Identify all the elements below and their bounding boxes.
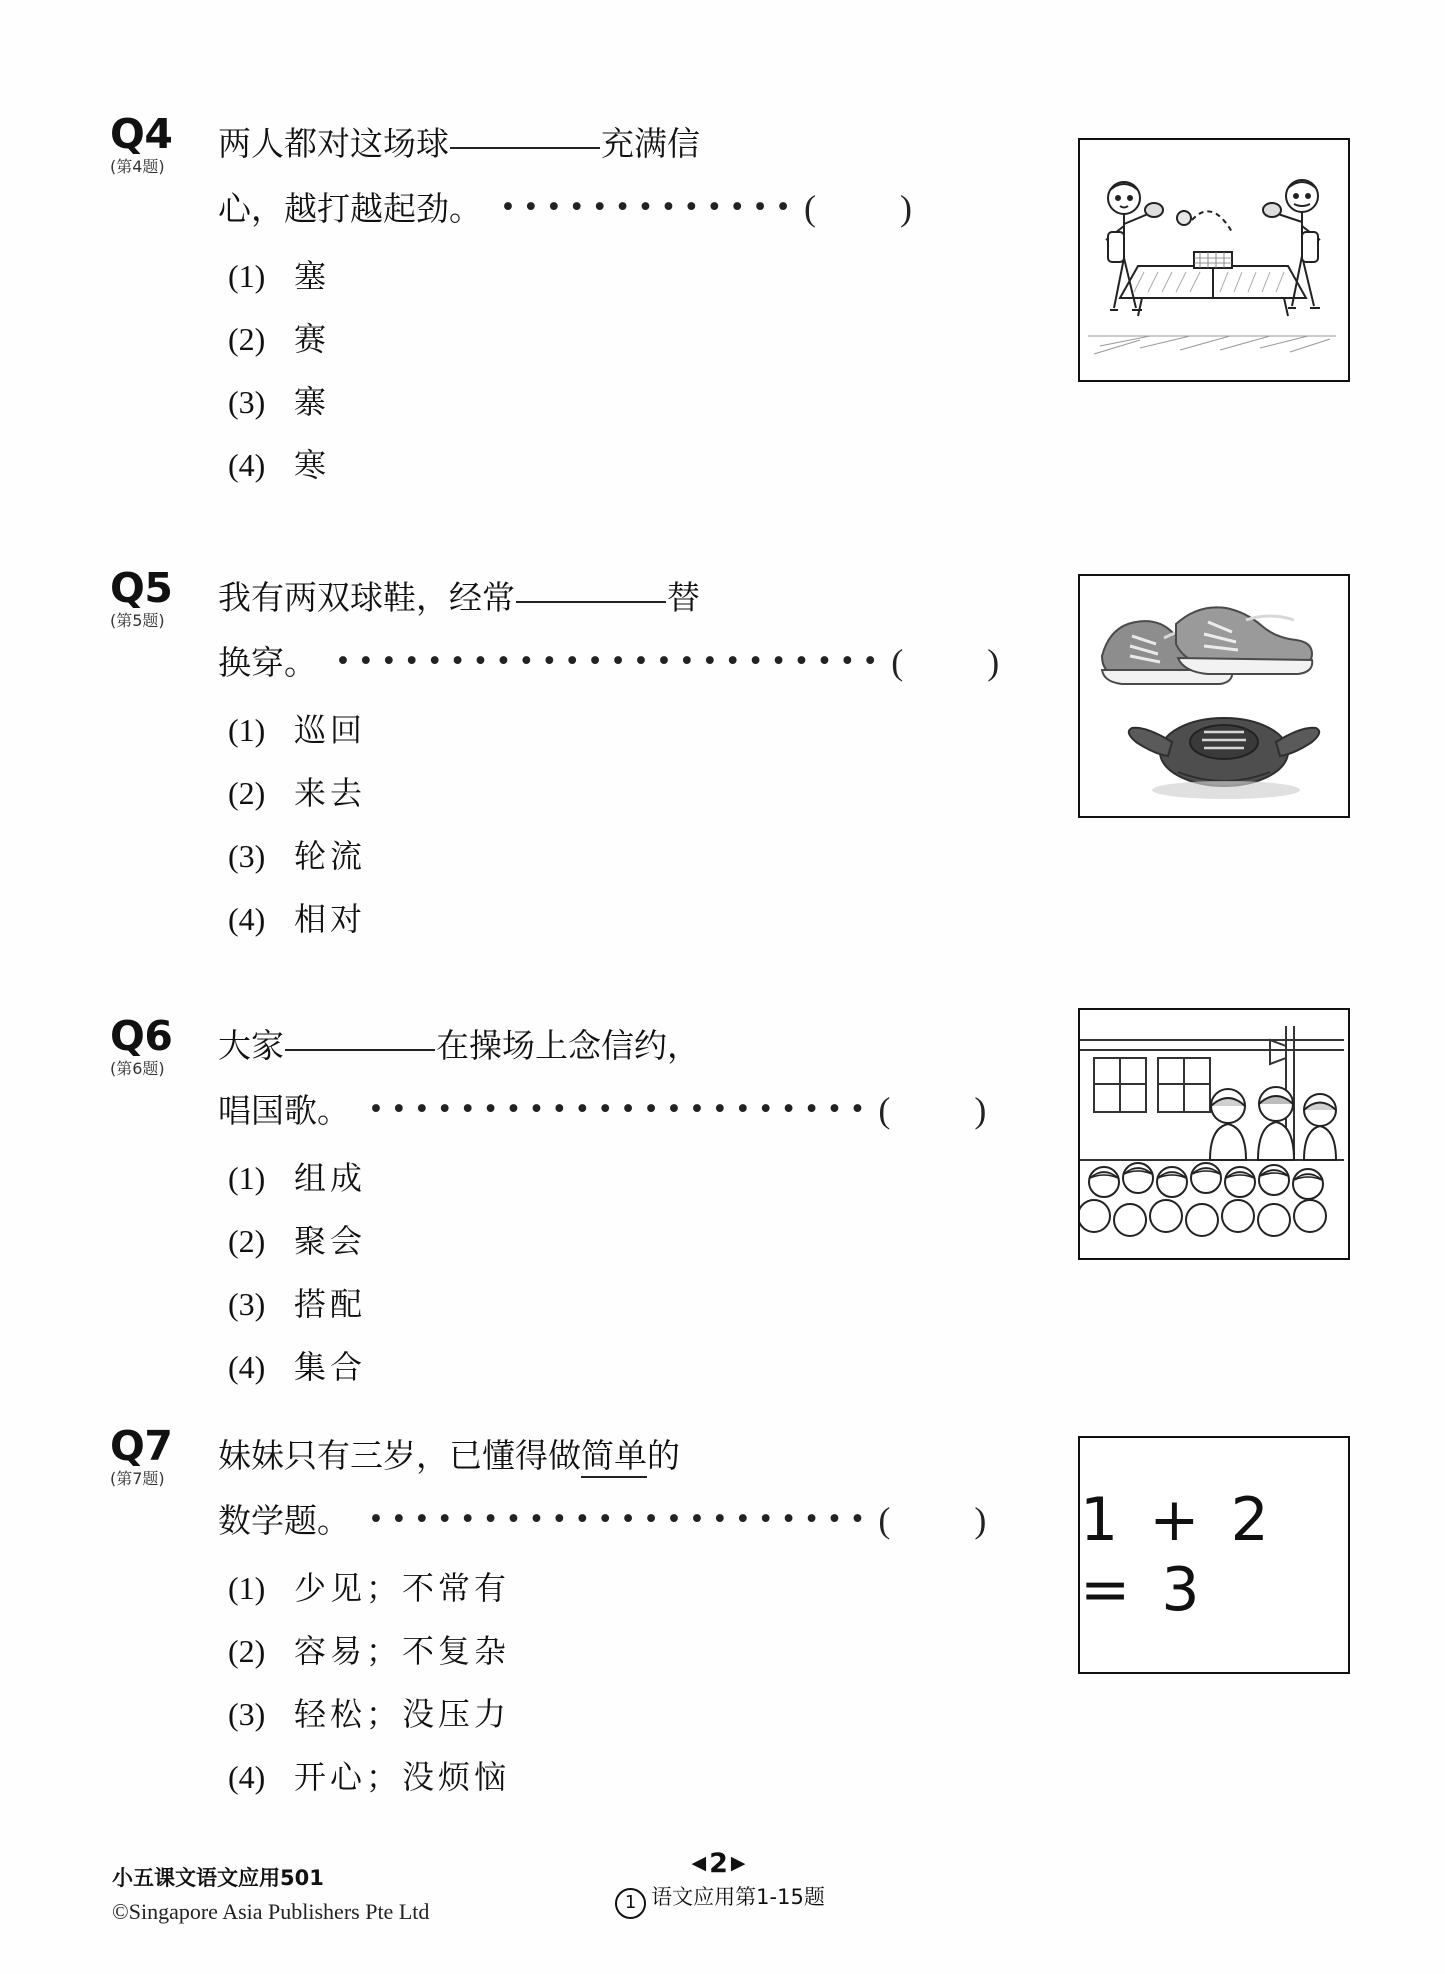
answer-bracket-close: ): [900, 188, 913, 228]
leader-dots: ••••••••••••••••••••••: [368, 1094, 873, 1125]
question-text-line1: [218, 112, 1218, 176]
left-arrow-icon: ◀: [691, 1852, 710, 1874]
page-number-group: [560, 1848, 880, 1879]
leader-dots: ••••••••••••••••••••••••: [335, 646, 886, 677]
options-list-q7: [218, 1557, 1218, 1809]
option-number: (1): [228, 258, 266, 294]
question-text-before-blank: 我有两双球鞋，经常: [218, 578, 515, 617]
option-item[interactable]: [218, 762, 1218, 825]
question-text-line1: [218, 1014, 1218, 1078]
book-title: 小五课文语文应用501: [112, 1866, 324, 1890]
answer-bracket-open: (: [878, 1090, 891, 1130]
question-subcode: (第6题): [110, 1059, 165, 1078]
answer-bracket-close: ): [974, 1500, 987, 1540]
question-text-line2: [218, 1488, 1218, 1553]
option-number: (1): [228, 1570, 266, 1606]
option-text: 少见；不常有: [294, 1569, 511, 1607]
question-code: Q5: [110, 564, 173, 612]
options-list-q6: [218, 1147, 1218, 1399]
option-text: 集合: [294, 1348, 367, 1386]
option-text: 搭配: [294, 1285, 367, 1323]
question-text-before-blank: 大家: [218, 1026, 284, 1065]
option-text: 赛: [294, 320, 331, 358]
option-number: (4): [228, 1349, 266, 1385]
option-number: (4): [228, 447, 266, 483]
question-text-line2-text: 唱国歌。: [218, 1091, 350, 1130]
right-arrow-icon: ▶: [730, 1852, 749, 1874]
options-list-q5: [218, 699, 1218, 951]
option-item[interactable]: [218, 245, 1218, 308]
option-number: (3): [228, 1286, 266, 1322]
options-list-q4: [218, 245, 1218, 497]
option-item[interactable]: [218, 1620, 1218, 1683]
question-body-q5: [218, 566, 1218, 951]
option-number: (2): [228, 321, 266, 357]
question-label-q6: [110, 1014, 210, 1079]
option-text: 塞: [294, 257, 331, 295]
option-number: (3): [228, 384, 266, 420]
math-equation-text: 1 + 2 = 3: [1080, 1485, 1275, 1625]
section-label: 语文应用第1-15题: [651, 1885, 825, 1909]
option-item[interactable]: [218, 308, 1218, 371]
option-text: 来去: [294, 774, 367, 812]
school-assembly-illustration: [1080, 1010, 1344, 1254]
option-number: (3): [228, 838, 266, 874]
answer-blank[interactable]: [285, 1049, 435, 1051]
question-text-line1: [218, 1424, 1218, 1488]
option-item[interactable]: [218, 825, 1218, 888]
copyright-notice: ©Singapore Asia Publishers Pte Ltd: [112, 1899, 430, 1924]
question-text-line2-text: 心，越打越起劲。: [218, 189, 482, 228]
question-body-q4: [218, 112, 1218, 497]
question-text-line2: [218, 1078, 1218, 1143]
question-text-line1: [218, 566, 1218, 630]
footer-section: [560, 1881, 880, 1919]
option-item[interactable]: [218, 1557, 1218, 1620]
option-item[interactable]: [218, 1210, 1218, 1273]
option-item[interactable]: [218, 888, 1218, 951]
question-subcode: (第4题): [110, 157, 165, 176]
answer-blank[interactable]: [450, 147, 600, 149]
footer-left: [112, 1862, 429, 1925]
leader-dots: ••••••••••••••••••••••: [368, 1504, 873, 1535]
figure-school-assembly: [1078, 1008, 1350, 1260]
option-text: 轮流: [294, 837, 367, 875]
answer-bracket-close: ): [987, 642, 1000, 682]
section-number-badge: 1: [615, 1888, 646, 1919]
option-item[interactable]: [218, 1683, 1218, 1746]
question-code: Q4: [110, 110, 173, 158]
option-number: (4): [228, 901, 266, 937]
question-subcode: (第5题): [110, 611, 165, 630]
option-number: (4): [228, 1759, 266, 1795]
question-text-before-blank: 两人都对这场球: [218, 124, 449, 163]
footer-center: [560, 1848, 880, 1919]
option-number: (2): [228, 775, 266, 811]
option-text: 聚会: [294, 1222, 367, 1260]
answer-bracket-open: (: [804, 188, 817, 228]
underlined-phrase: 简单: [581, 1436, 647, 1478]
question-code: Q6: [110, 1012, 173, 1060]
leader-dots: •••••••••••••: [500, 192, 799, 223]
sports-shoes-photo: [1080, 576, 1344, 812]
option-text: 组成: [294, 1159, 367, 1197]
option-item[interactable]: [218, 1273, 1218, 1336]
option-text: 相对: [294, 900, 367, 938]
question-text-before-underline: 妹妹只有三岁，已懂得做: [218, 1436, 581, 1475]
option-item[interactable]: [218, 1147, 1218, 1210]
answer-blank[interactable]: [516, 601, 666, 603]
question-text-after-blank: 充满信: [601, 124, 700, 163]
figure-table-tennis: [1078, 138, 1350, 382]
answer-bracket-open: (: [891, 642, 904, 682]
option-item[interactable]: [218, 699, 1218, 762]
option-text: 轻松；没压力: [294, 1695, 511, 1733]
figure-math-equation: [1078, 1436, 1350, 1674]
question-subcode: (第7题): [110, 1469, 165, 1488]
option-number: (1): [228, 712, 266, 748]
option-text: 容易；不复杂: [294, 1632, 511, 1670]
answer-bracket-close: ): [974, 1090, 987, 1130]
option-number: (1): [228, 1160, 266, 1196]
option-text: 巡回: [294, 711, 367, 749]
question-text-line2-text: 换穿。: [218, 643, 317, 682]
question-text-after-underline: 的: [647, 1436, 680, 1475]
option-item[interactable]: [218, 371, 1218, 434]
option-item[interactable]: [218, 1336, 1218, 1399]
question-text-line2: [218, 630, 1218, 695]
question-text-line2-text: 数学题。: [218, 1501, 350, 1540]
question-code: Q7: [110, 1422, 173, 1470]
option-text: 开心；没烦恼: [294, 1758, 511, 1796]
option-text: 寨: [294, 383, 331, 421]
option-number: (2): [228, 1633, 266, 1669]
question-label-q5: [110, 566, 210, 631]
question-label-q4: [110, 112, 210, 177]
question-body-q7: [218, 1424, 1218, 1809]
option-text: 寒: [294, 446, 331, 484]
option-item[interactable]: [218, 434, 1218, 497]
answer-bracket-open: (: [878, 1500, 891, 1540]
table-tennis-illustration: [1080, 140, 1344, 376]
page-number: 2: [709, 1848, 731, 1879]
option-item[interactable]: [218, 1746, 1218, 1809]
question-text-line2: [218, 176, 1218, 241]
question-text-after-blank: 在操场上念信约，: [436, 1026, 700, 1065]
question-text-after-blank: 替: [667, 578, 700, 617]
option-number: (3): [228, 1696, 266, 1732]
option-number: (2): [228, 1223, 266, 1259]
question-body-q6: [218, 1014, 1218, 1399]
figure-sports-shoes: [1078, 574, 1350, 818]
question-label-q7: [110, 1424, 210, 1489]
